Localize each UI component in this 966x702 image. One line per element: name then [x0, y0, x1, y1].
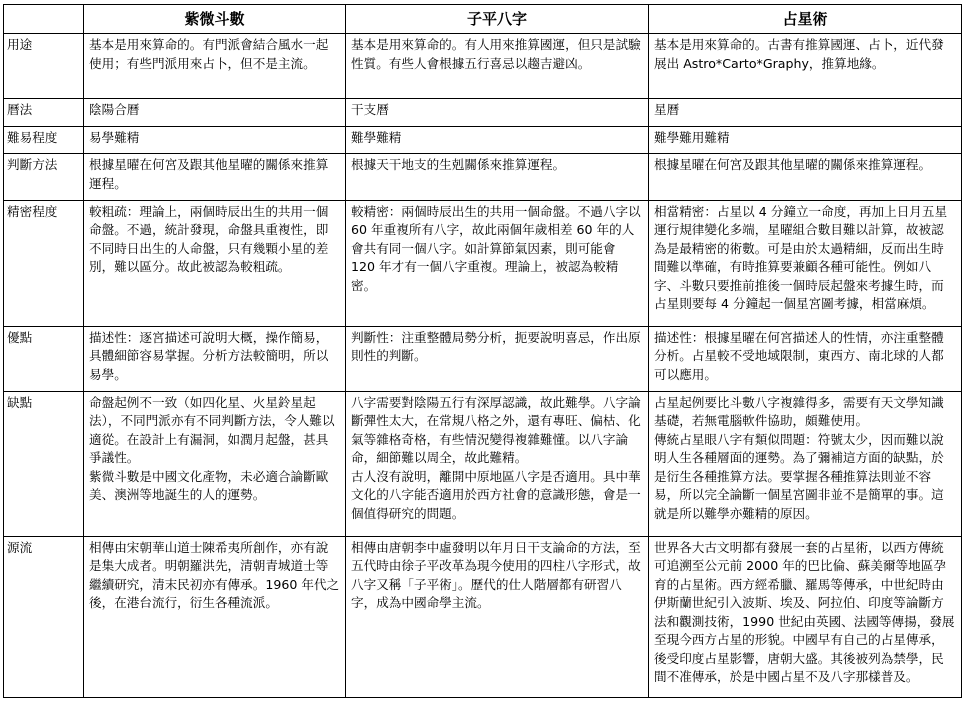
cell-astrology: 相當精密：占星以 4 分鐘立一命度，再加上日月五星運行規律變化多端，星曜組合數目難以計算，故被認為是最精密的術數。可是由於太過精細，反而出生時間難以準確，有時推算要兼顧各種可能性。例如八字、斗數只要推前推後一個時辰起盤來考據生時，而占星則要每 4 分鐘起一個星宮圖考據，相當麻煩。 [649, 200, 962, 326]
cell-bazi: 基本是用來算命的。有人用來推算國運，但只是試驗性質。有些人會根據五行喜忌以趨吉避凶。 [346, 34, 649, 99]
cell-bazi [346, 391, 649, 536]
cell-ziwei: 較粗疏：理論上，兩個時辰出生的共用一個命盤。不過，統計發現，命盤具重複性，即不同時日出生的人命盤，只有幾顆小星的差別，難以區分。故此被認為較粗疏。 [84, 200, 346, 326]
cell-ziwei: 描述性：逐宮描述可說明大概，操作簡易，具體細節容易掌握。分析方法較簡明，所以易學。 [84, 326, 346, 391]
cell-bazi: 判斷性：注重整體局勢分析，扼要說明喜忌，作出原則性的判斷。 [346, 326, 649, 391]
cell-ziwei: 易學難精 [84, 126, 346, 154]
row-label: 缺點 [4, 391, 84, 536]
cell-astrology: 描述性：根據星曜在何宮描述人的性情，亦注重整體分析。占星較不受地域限制，東西方、南北球的人都可以應用。 [649, 326, 962, 391]
header-row [4, 5, 962, 34]
comparison-table [3, 4, 962, 698]
cell-paragraph: 紫微斗數是中國文化產物，未必適合論斷歐美、澳洲等地誕生的人的運勢。 [89, 468, 329, 503]
row-label: 判斷方法 [4, 154, 84, 200]
cell-bazi: 根據天干地支的生剋關係來推算運程。 [346, 154, 649, 200]
row-label: 難易程度 [4, 126, 84, 154]
cell-paragraph: 傳統占星眼八字有類似問題：符號太少，因而難以說明人生各種層面的運勢。為了彌補這方面的缺點，於是衍生各種推算方法。要掌握各種推算法則並不容易，所以完全論斷一個星宮圖非並不是簡單的事。這就是所以難學亦難精的原因。 [654, 431, 944, 521]
cell-ziwei [84, 391, 346, 536]
cell-bazi: 相傳由唐朝李中虛發明以年月日干支論命的方法，至五代時由徐子平改革為現今使用的四柱八字形式，故八字又稱「子平術」。歷代的仕人階層都有研習八字，成為中國命學主流。 [346, 536, 649, 697]
cell-bazi: 較精密：兩個時辰出生的共用一個命盤。不過八字以 60 年重複所有八字，故此兩個年歲相差 60 年的人會共有同一個八字。如計算節氣因素，則可能會 120 年才有一個八字重複。理論上，被認為較精密。 [346, 200, 649, 326]
cell-bazi: 難學難精 [346, 126, 649, 154]
row-label: 曆法 [4, 98, 84, 126]
cell-paragraph: 占星起例要比斗數八字複雜得多，需要有天文學知識基礎，若無電腦軟件協助，頗難使用。 [654, 394, 944, 429]
header-ziwei: 紫微斗數 [84, 5, 346, 34]
cell-ziwei: 陰陽合曆 [84, 98, 346, 126]
row-precision [4, 200, 962, 326]
cell-paragraph: 命盤起例不一致（如四化星、火星鈴星起法），不同門派亦有不同判斷方法，令人難以適從。在設計上有漏洞，如潤月起盤，甚具爭議性。 [89, 394, 335, 466]
cell-astrology: 難學難用難精 [649, 126, 962, 154]
row-label: 用途 [4, 34, 84, 99]
cell-astrology: 星曆 [649, 98, 962, 126]
row-origins [4, 536, 962, 697]
cell-astrology: 根據星曜在何宮及跟其他星曜的關係來推算運程。 [649, 154, 962, 200]
cell-ziwei: 基本是用來算命的。有門派會結合風水一起使用；有些門派用來占卜，但不是主流。 [84, 34, 346, 99]
row-difficulty [4, 126, 962, 154]
row-label: 源流 [4, 536, 84, 697]
cell-astrology: 基本是用來算命的。古書有推算國運、占卜，近代發展出 Astro*Carto*Graphy，推算地緣。 [649, 34, 962, 99]
row-method [4, 154, 962, 200]
cell-astrology: 世界各大古文明都有發展一套的占星術，以西方傳統可追溯至公元前 2000 年的巴比倫、蘇美爾等地區孕育的占星術。西方經希臘、羅馬等傳承，中世紀時由伊斯蘭世紀引入波斯、埃及、阿拉伯、印度等論斷方法和觀測技術，1990 世紀由英國、法國等傳揚，發展至現今西方占星的形貌。中國早有自己的占星傳承，後受印度占星影響，唐朝大盛。其後被列為禁學，民間不准傳承，於是中國占星不及八字那樣普及。 [649, 536, 962, 697]
header-corner [4, 5, 84, 34]
cell-bazi: 干支曆 [346, 98, 649, 126]
cell-paragraph: 古人沒有說明，離開中原地區八字是否適用。具中華文化的八字能否適用於西方社會的意識形態，會是一個值得研究的問題。 [351, 468, 641, 521]
cell-paragraph: 八字需要對陰陽五行有深厚認識，故此難學。八字論斷彈性太大，在常規八格之外，還有專旺、偏枯、化氣等雜格奇格，有些情況變得複雜難懂。以八字論命，細節難以周全，故此難精。 [351, 394, 641, 466]
row-label: 優點 [4, 326, 84, 391]
row-calendar [4, 98, 962, 126]
row-advantages [4, 326, 962, 391]
cell-ziwei: 根據星曜在何宮及跟其他星曜的關係來推算運程。 [84, 154, 346, 200]
row-usage [4, 34, 962, 99]
cell-ziwei: 相傳由宋朝華山道士陳希夷所創作，亦有說是集大成者。明朝羅洪先，清朝青城道士等繼續研究，清末民初亦有傳承。1960 年代之後，在港台流行，衍生各種流派。 [84, 536, 346, 697]
header-bazi: 子平八字 [346, 5, 649, 34]
row-disadvantages [4, 391, 962, 536]
row-label: 精密程度 [4, 200, 84, 326]
header-astrology: 占星術 [649, 5, 962, 34]
cell-astrology [649, 391, 962, 536]
